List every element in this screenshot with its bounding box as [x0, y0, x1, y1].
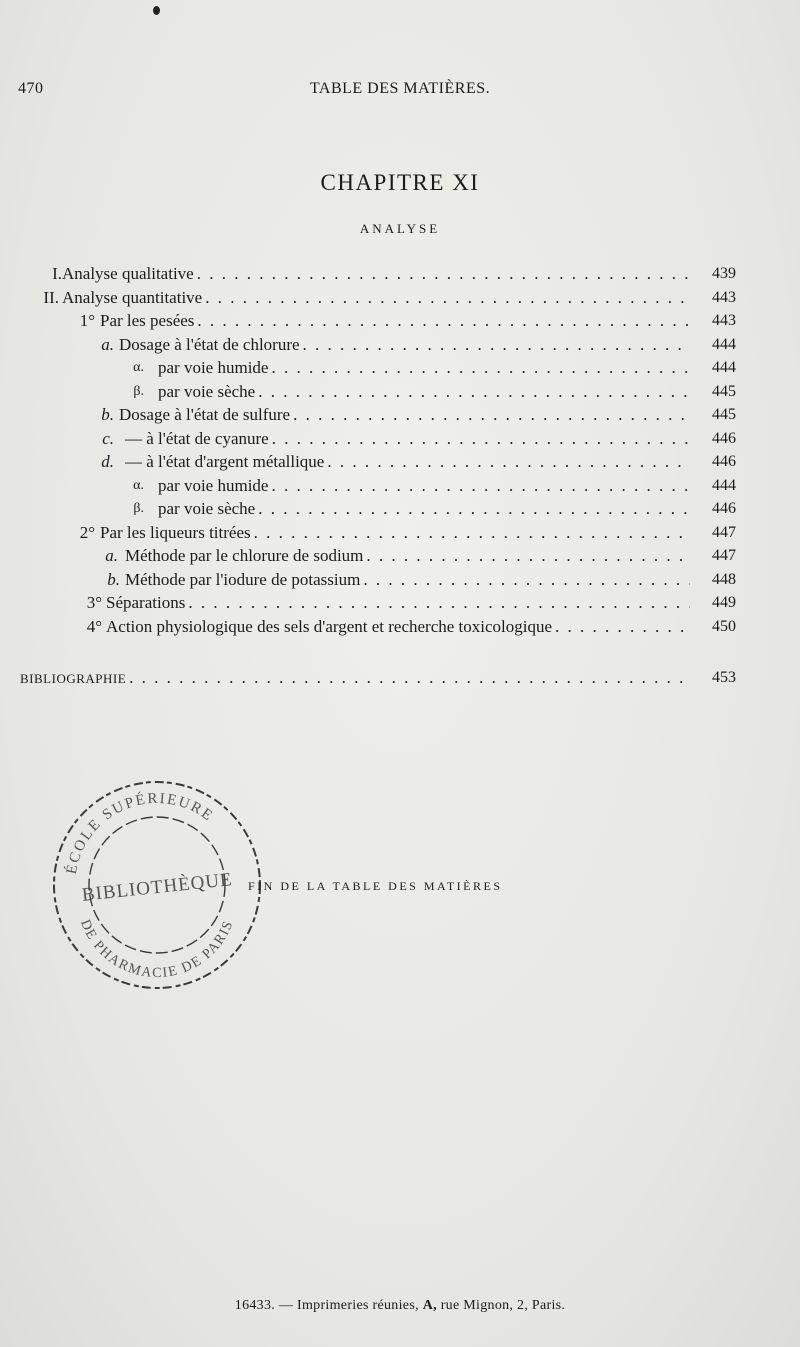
dot-leader [126, 666, 690, 690]
toc-entry-number: d. [101, 452, 114, 471]
toc-entry-page: 448 [712, 570, 736, 588]
dot-leader [363, 544, 690, 568]
toc-entry-page: 450 [712, 617, 736, 635]
section-title: ANALYSE [359, 221, 441, 236]
toc-entry-page: 447 [712, 523, 736, 541]
toc-entry [0, 497, 800, 521]
imprint-text-b: rue Mignon, 2, Paris. [440, 1298, 566, 1313]
toc-entry-label: Méthode par le chlorure de sodium [125, 546, 364, 565]
toc-entry-label: Méthode par l'iodure de potassium [125, 569, 361, 589]
toc-entry-label: Analyse qualitative [62, 264, 194, 283]
toc-entry-label: Par les pesées [100, 311, 195, 330]
toc-entry-number: α. [133, 477, 144, 493]
dot-leader [185, 591, 690, 615]
toc-entry-number: 3° [86, 593, 102, 612]
toc-entry-label: — à l'état d'argent métallique [125, 452, 325, 471]
toc-entry-label: — à l'état de cyanure [125, 428, 269, 448]
toc-entry [0, 309, 800, 333]
toc-entry-page: 444 [712, 476, 736, 494]
toc-entry-number: b. [107, 569, 120, 589]
toc-entry-label: Séparations [106, 593, 186, 612]
toc-entry-number: 1° [79, 311, 95, 330]
stamp-top-text: ÉCOLE SUPÉRIEURE [63, 790, 217, 876]
toc-entry-label: Action physiologique des sels d'argent et recherche toxicologique [106, 616, 553, 636]
toc-entry-label: Dosage à l'état de chlorure [119, 334, 300, 354]
toc-entry [0, 380, 800, 404]
page-number: 470 [18, 80, 44, 97]
toc-entry-label: Dosage à l'état de sulfure [119, 405, 291, 424]
toc-entry-number: b. [101, 405, 114, 424]
toc-entry [0, 403, 800, 427]
dot-leader [251, 521, 690, 545]
toc-entry [0, 591, 800, 615]
toc-entry-label: par voie sèche [158, 381, 256, 401]
running-head [0, 80, 800, 104]
ink-spot [153, 6, 160, 15]
bibliography-label: BIBLIOGRAPHIE [20, 671, 127, 686]
dot-leader [268, 356, 690, 380]
toc-entry-page: 443 [712, 312, 736, 329]
toc-entry [0, 427, 800, 451]
stamp-center-text: BIBLIOTHÈQUE [80, 869, 234, 906]
toc-entry-number: c. [102, 428, 114, 448]
library-stamp [47, 775, 267, 995]
imprint-dash: — [278, 1298, 294, 1313]
toc-entry-page: 443 [712, 288, 736, 306]
toc-entry-number: β. [133, 501, 144, 516]
dot-leader [255, 497, 690, 521]
bibliography-entry [0, 666, 800, 690]
toc-entry-page: 447 [712, 547, 736, 564]
toc-entry [0, 286, 800, 310]
running-title: TABLE DES MATIÈRES. [309, 80, 491, 97]
dot-leader [360, 568, 690, 592]
end-of-table-text: FIN DE LA TABLE DES MATIÈRES [248, 879, 503, 893]
toc-entry [0, 521, 800, 545]
dot-leader [552, 615, 690, 639]
dot-leader [255, 380, 690, 404]
toc-entry-label: Par les liqueurs titrées [100, 522, 251, 542]
toc-entry-page: 439 [712, 265, 736, 282]
toc-entry-page: 445 [712, 406, 736, 423]
toc-entry [0, 474, 800, 498]
imprint-number: 16433. [234, 1298, 276, 1313]
toc-entry-number: α. [133, 360, 144, 375]
bibliography-page: 453 [712, 669, 736, 686]
toc-entry-label: par voie humide [158, 358, 269, 377]
chapter-title: CHAPITRE XI [320, 170, 480, 195]
toc-entry-label: Analyse quantitative [62, 287, 203, 307]
dot-leader [194, 309, 690, 333]
toc-entry [0, 568, 800, 592]
imprint-letter: A, [422, 1298, 437, 1313]
dot-leader [194, 262, 690, 286]
toc-entry-page: 444 [712, 335, 736, 353]
dot-leader [300, 333, 690, 357]
toc-entry [0, 356, 800, 380]
toc-entry-number: I. [52, 264, 62, 283]
toc-entry-number: a. [105, 546, 118, 565]
toc-entry [0, 262, 800, 286]
imprint-text-a: Imprimeries réunies, [297, 1298, 419, 1313]
printer-imprint [0, 1298, 800, 1314]
toc-entry-number: β. [133, 383, 144, 399]
toc-entry [0, 333, 800, 357]
toc-entry-page: 445 [712, 382, 736, 400]
svg-text:ÉCOLE SUPÉRIEURE [63, 791, 217, 876]
toc-entry-page: 444 [712, 359, 736, 376]
toc-entry-page: 446 [712, 429, 736, 447]
toc-entry-number: II. [43, 287, 59, 307]
toc-entry [0, 544, 800, 568]
svg-text:DE PHARMACIE DE PARIS [77, 918, 237, 981]
toc-entry-label: par voie sèche [158, 499, 256, 518]
toc-entry-page: 446 [712, 500, 736, 517]
toc-entry-number: 4° [86, 616, 102, 636]
toc-entry-page: 449 [712, 594, 736, 611]
toc-entry-page: 446 [712, 453, 736, 470]
stamp-bottom-text: DE PHARMACIE DE PARIS [77, 917, 237, 982]
toc-entry [0, 615, 800, 639]
dot-leader [324, 450, 690, 474]
toc-entry-number: a. [101, 334, 114, 354]
dot-leader [269, 427, 690, 451]
dot-leader [268, 474, 690, 498]
toc-entry-label: par voie humide [158, 475, 269, 495]
dot-leader [202, 286, 690, 310]
toc-entry-number: 2° [79, 522, 95, 542]
toc-entry [0, 450, 800, 474]
dot-leader [290, 403, 690, 427]
